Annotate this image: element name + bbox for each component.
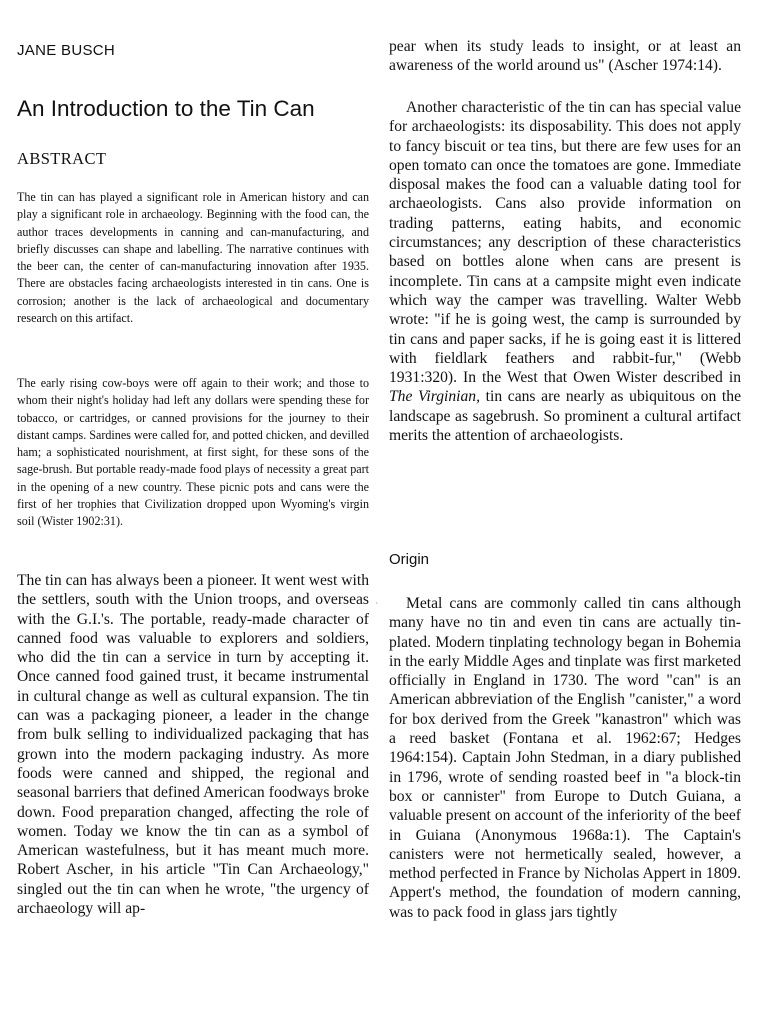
book-title: The Virginian, [389,388,480,406]
continued-paragraph: pear when its study leads to insight, or at least an awareness of the world around us" (Ascher 1974:14). [389,38,741,75]
scan-mark: ` [375,602,379,613]
intro-paragraph: The tin can has always been a pioneer. It went west with the settlers, south with the Union troops, and overseas with the G.I.'s. The portable, ready-made character of canned food was valuable to explorers and soldiers, who did the tin can a service in turn by accepting it. Once canned food gained trust, it became instrumental in cultural change as well as cultural expansion. The tin can was a packaging pioneer, a leader in the change from bulk selling to individualized packaging that has grown into the modern packaging industry. As more foods were canned and shipped, the regional and seasonal barriers that defined American foodways broke down. Food preparation changed, affecting the role of women. Today we know the tin can as a symbol of American wastefulness, but it has meant much more. Robert Ascher, in his article "Tin Can Archaeology," singled out the tin can when he wrote, "the urgency of archaeology will ap- [17,572,369,918]
disposability-text-end: tin cans are nearly as ubiquitous on the landscape as sagebrush. So prominent a cultural artifact merits the attention of archaeologists. [389,388,741,445]
disposability-text: Another characteristic of the tin can has special value for archaeologists: its disposability. This does not apply to fancy biscuit or tea tins, but there are few uses for an open tomato can once the tomatoes are gone. Immediate disposal makes the food can a valuable dating tool for archaeologists. Cans also provide information on trading patterns, eating habits, and economic circumstances; any description of these characteristics based on bottles alone when cans are present is incomplete. Tin cans at a campsite might even indicate which way the camper was travelling. Walter Webb wrote: "if he is going west, the camp is surrounded by tin cans and paper sacks, if he is going east it is littered with fieldlark feathers and rabbit-fur," (Webb 1931:320). In the West that Owen Wister described in [389,99,741,387]
article-title: An Introduction to the Tin Can [17,96,315,121]
origin-paragraph: Metal cans are commonly called tin cans although many have no tin and even tin cans are actually tin-plated. Modern tinplating technology began in Bohemia in the early Middle Ages and tinplate was first marketed officially in England in 1730. The word "can" is an American abbreviation of the English "canister," a word for box derived from the Greek "kanastron" which was a reed basket (Fontana et al. 1962:67; Hedges 1964:154). Captain John Stedman, in a diary published in 1796, wrote of sending roasted beef in "a block-tin box or cannister" from Europe to Dutch Guiana, a valuable present on account of the inferiority of the beef in Guiana (Anonymous 1968a:1). The Captain's canisters were not hermetically sealed, however, a method perfected in France by Nicholas Appert in 1809. Appert's method, the foundation of modern canning, was to pack food in glass jars tightly [389,595,741,921]
abstract-text: The tin can has played a significant role in American history and can play a significant role in archaeology. Beginning with the food can, the author traces developments in canning and can-manufacturing, and briefly discusses can shape and labelling. The narrative continues with the beer can, the center of can-manufacturing innovation after 1935. There are obstacles facing archaeologists interested in tin cans. One is corrosion; another is the lack of archaeological and documentary research on this artifact. [17,190,369,326]
epigraph-quote: The early rising cow-boys were off again to their work; and those to whom their night's holiday had left any dollars were spending these for tobacco, or cartridges, or canned provisions for the journey to their distant camps. Sardines were called for, and potted chicken, and devilled ham; a sophisticated nourishment, at first sight, for these sons of the sage-brush. But portable ready-made food plays of necessity a great part in the opening of a new country. These picnic pots and cans were the first of her trophies that Civilization dropped upon Wyoming's virgin soil (Wister 1902:31). [17,376,369,529]
abstract-heading: ABSTRACT [17,149,107,168]
disposability-paragraph [389,98,741,445]
section-heading-origin: Origin [389,551,430,568]
author-name: JANE BUSCH [17,42,116,59]
